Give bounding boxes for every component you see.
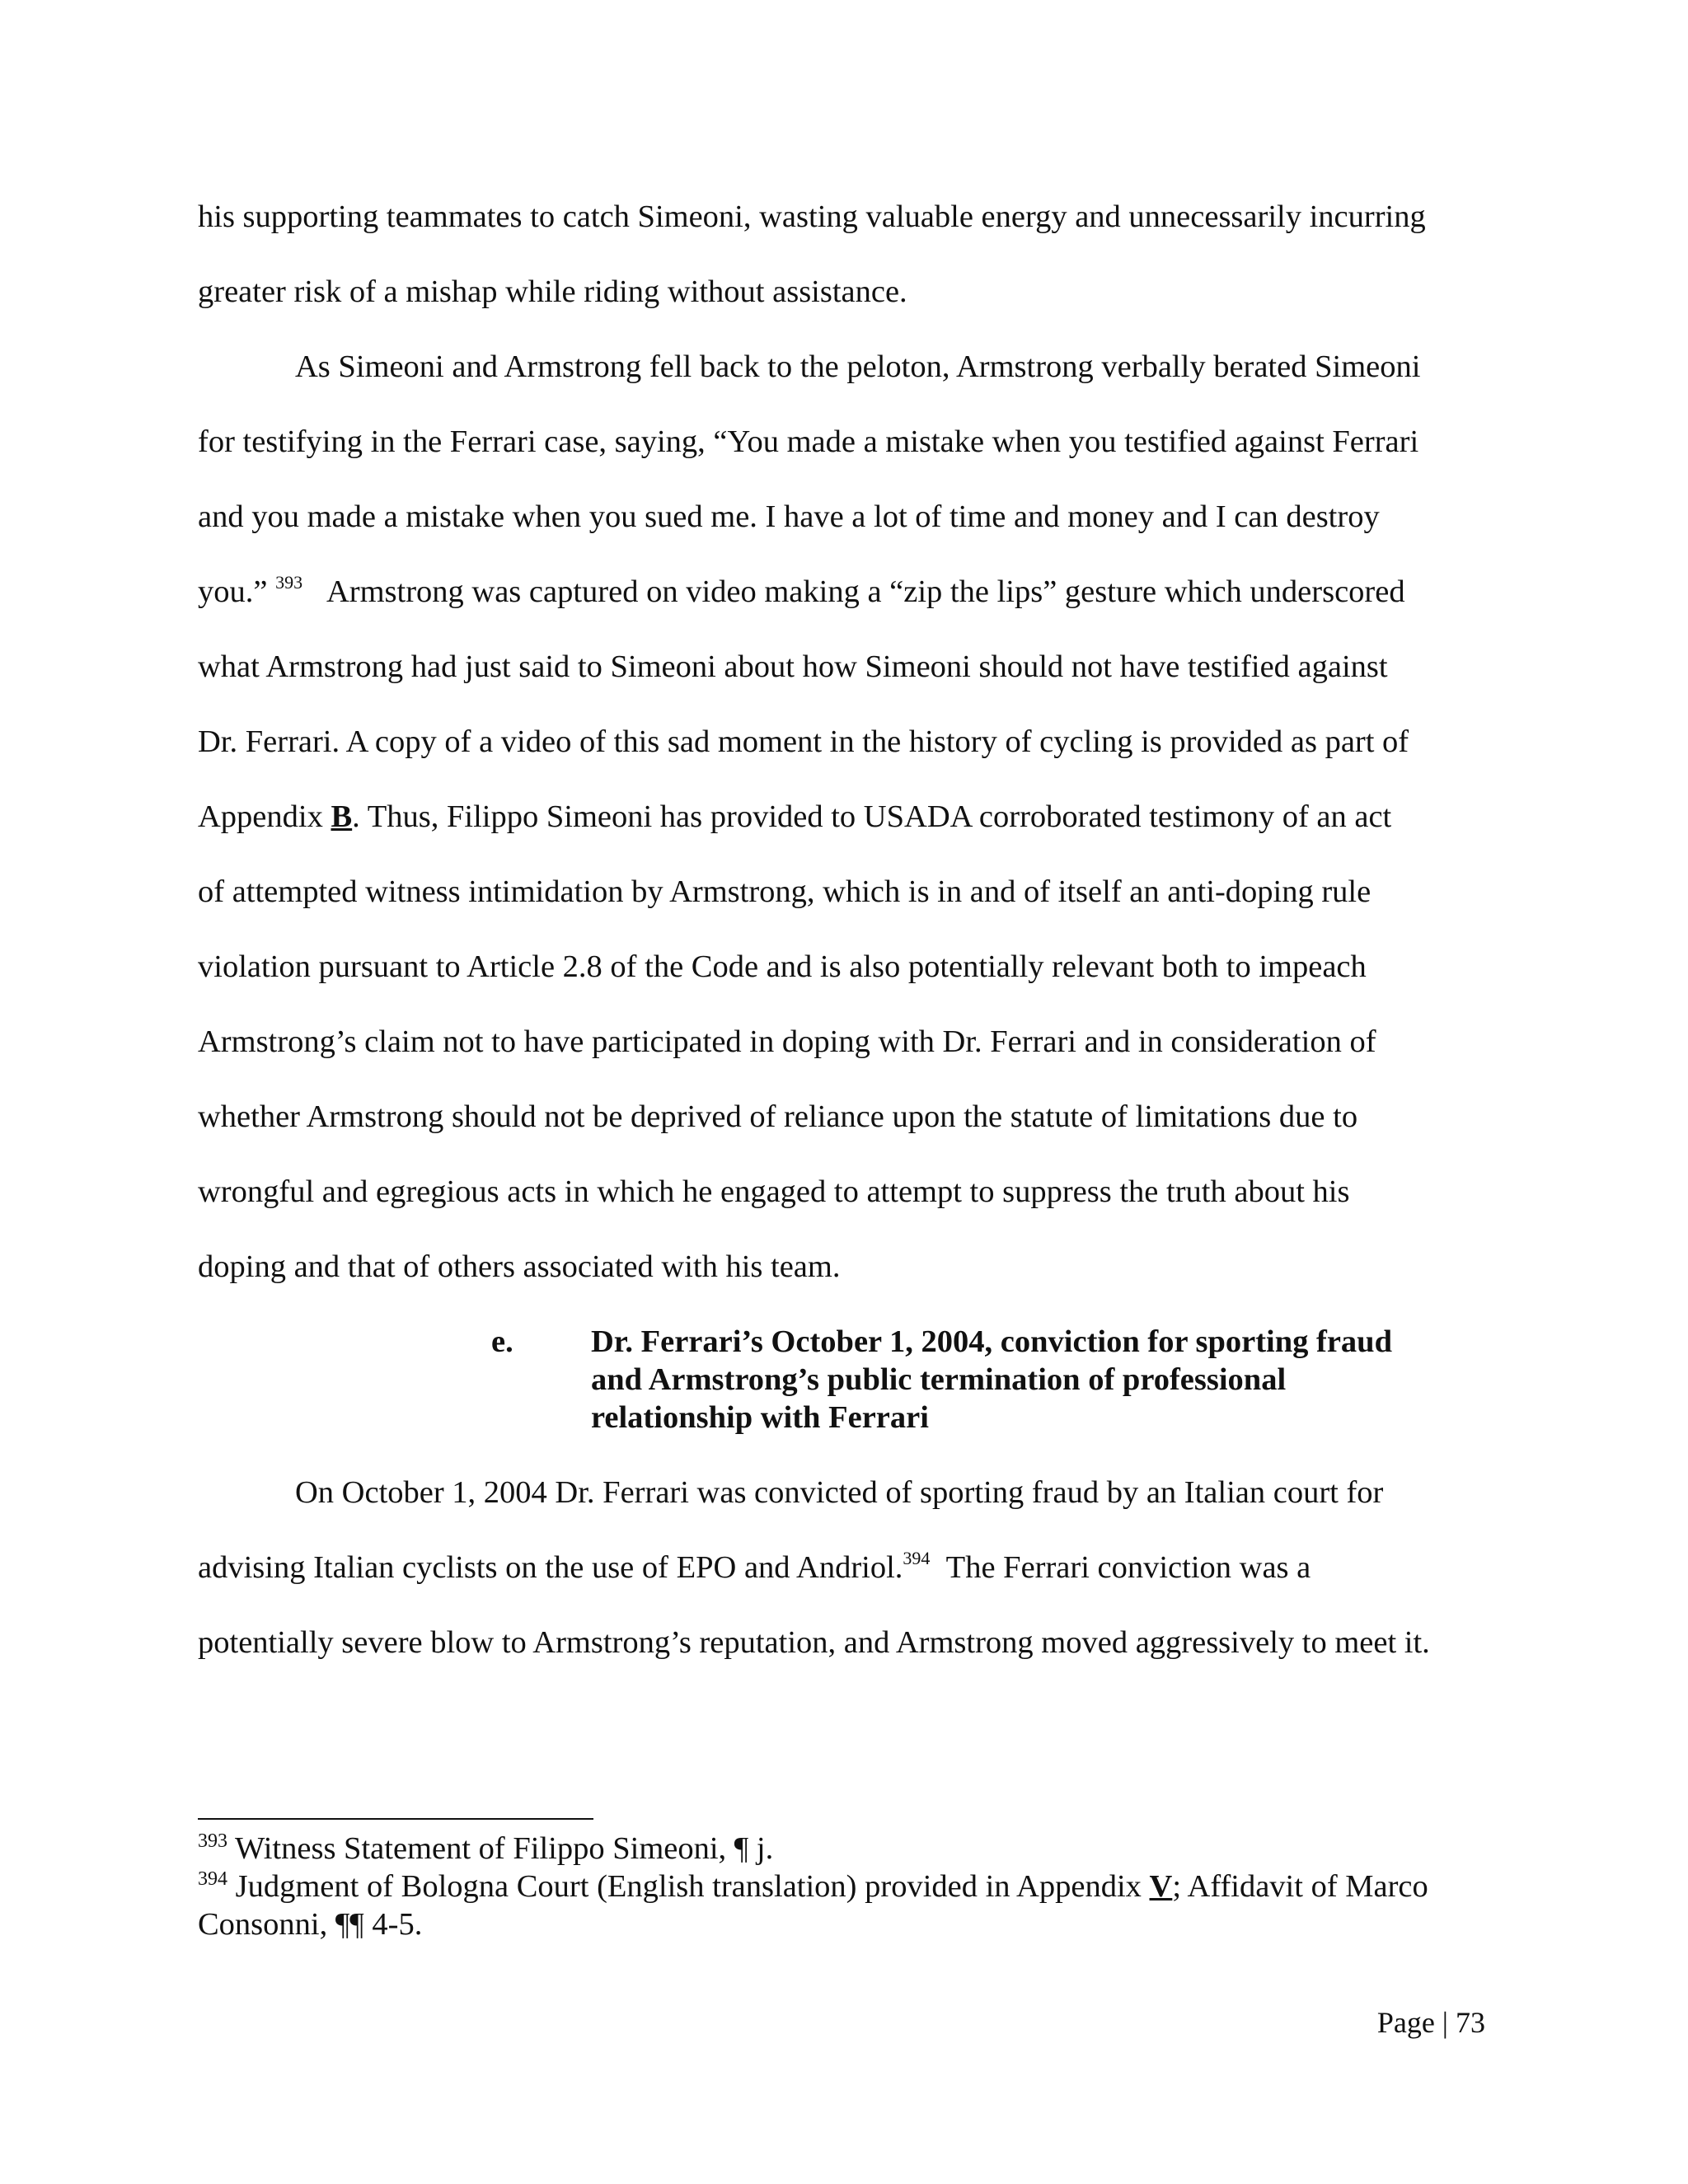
body-line: Armstrong’s claim not to have participated in doping with Dr. Ferrari and in consideration of	[198, 1024, 1376, 1059]
body-line: his supporting teammates to catch Simeoni, wasting valuable energy and unnecessarily incurring	[198, 199, 1426, 234]
section-heading-line: Dr. Ferrari’s October 1, 2004, conviction for sporting fraud	[591, 1324, 1392, 1359]
footnote-text: Judgment of Bologna Court (English translation) provided in Appendix	[235, 1869, 1150, 1904]
body-line: and you made a mistake when you sued me. I have a lot of time and money and I can destroy	[198, 499, 1380, 534]
body-line: violation pursuant to Article 2.8 of the Code and is also potentially relevant both to impeach	[198, 949, 1367, 984]
body-line: of attempted witness intimidation by Armstrong, which is in and of itself an anti-doping rule	[198, 874, 1372, 909]
body-text: The Ferrari conviction was a	[945, 1550, 1311, 1585]
footnote-text: Witness Statement of Filippo Simeoni, ¶ j.	[234, 1831, 774, 1866]
body-text: Armstrong was captured on video making a “zip the lips” gesture which underscored	[326, 574, 1405, 609]
body-text: . Thus, Filippo Simeoni has provided to USADA corroborated testimony of an act	[352, 799, 1392, 834]
footnote-text: ; Affidavit of Marco	[1172, 1869, 1428, 1904]
footnote-ref-394[interactable]: 394	[903, 1548, 931, 1568]
body-line	[198, 798, 1391, 836]
body-line: what Armstrong had just said to Simeoni about how Simeoni should not have testified against	[198, 649, 1388, 684]
body-line: As Simeoni and Armstrong fell back to the peloton, Armstrong verbally berated Simeoni	[295, 349, 1421, 384]
body-line	[198, 1549, 1311, 1586]
body-text: advising Italian cyclists on the use of EPO and Andriol.	[198, 1550, 903, 1585]
quote-end: you.”	[198, 574, 268, 609]
page-number: Page | 73	[1376, 2006, 1485, 2039]
footnote-continuation: Consonni, ¶¶ 4-5.	[198, 1907, 423, 1942]
section-heading-line: and Armstrong’s public termination of professional	[591, 1362, 1287, 1397]
footnote-394	[198, 1868, 1428, 1905]
footnote-ref-393[interactable]: 393	[275, 572, 303, 593]
footnote-number: 394	[198, 1868, 227, 1890]
footnote-number: 393	[198, 1830, 227, 1852]
body-line: wrongful and egregious acts in which he engaged to attempt to suppress the truth about his	[198, 1174, 1350, 1209]
body-line: potentially severe blow to Armstrong’s reputation, and Armstrong moved aggressively to meet it.	[198, 1625, 1430, 1660]
body-line: for testifying in the Ferrari case, saying, “You made a mistake when you testified against Ferrari	[198, 424, 1419, 459]
body-line: Dr. Ferrari. A copy of a video of this sad moment in the history of cycling is provided as part of	[198, 724, 1409, 759]
appendix-b-link[interactable]: B	[331, 799, 353, 834]
body-line: doping and that of others associated with his team.	[198, 1249, 841, 1284]
appendix-v-link[interactable]: V	[1149, 1869, 1173, 1904]
footnote-393	[198, 1830, 773, 1868]
section-label: e.	[491, 1324, 513, 1359]
section-heading-line: relationship with Ferrari	[591, 1400, 929, 1435]
body-line: greater risk of a mishap while riding without assistance.	[198, 274, 907, 309]
footnote-separator	[198, 1818, 593, 1820]
body-text: Appendix	[198, 799, 331, 834]
body-line: On October 1, 2004 Dr. Ferrari was convicted of sporting fraud by an Italian court for	[295, 1475, 1384, 1510]
body-line	[198, 573, 1405, 611]
body-line: whether Armstrong should not be deprived of reliance upon the statute of limitations due to	[198, 1099, 1358, 1134]
